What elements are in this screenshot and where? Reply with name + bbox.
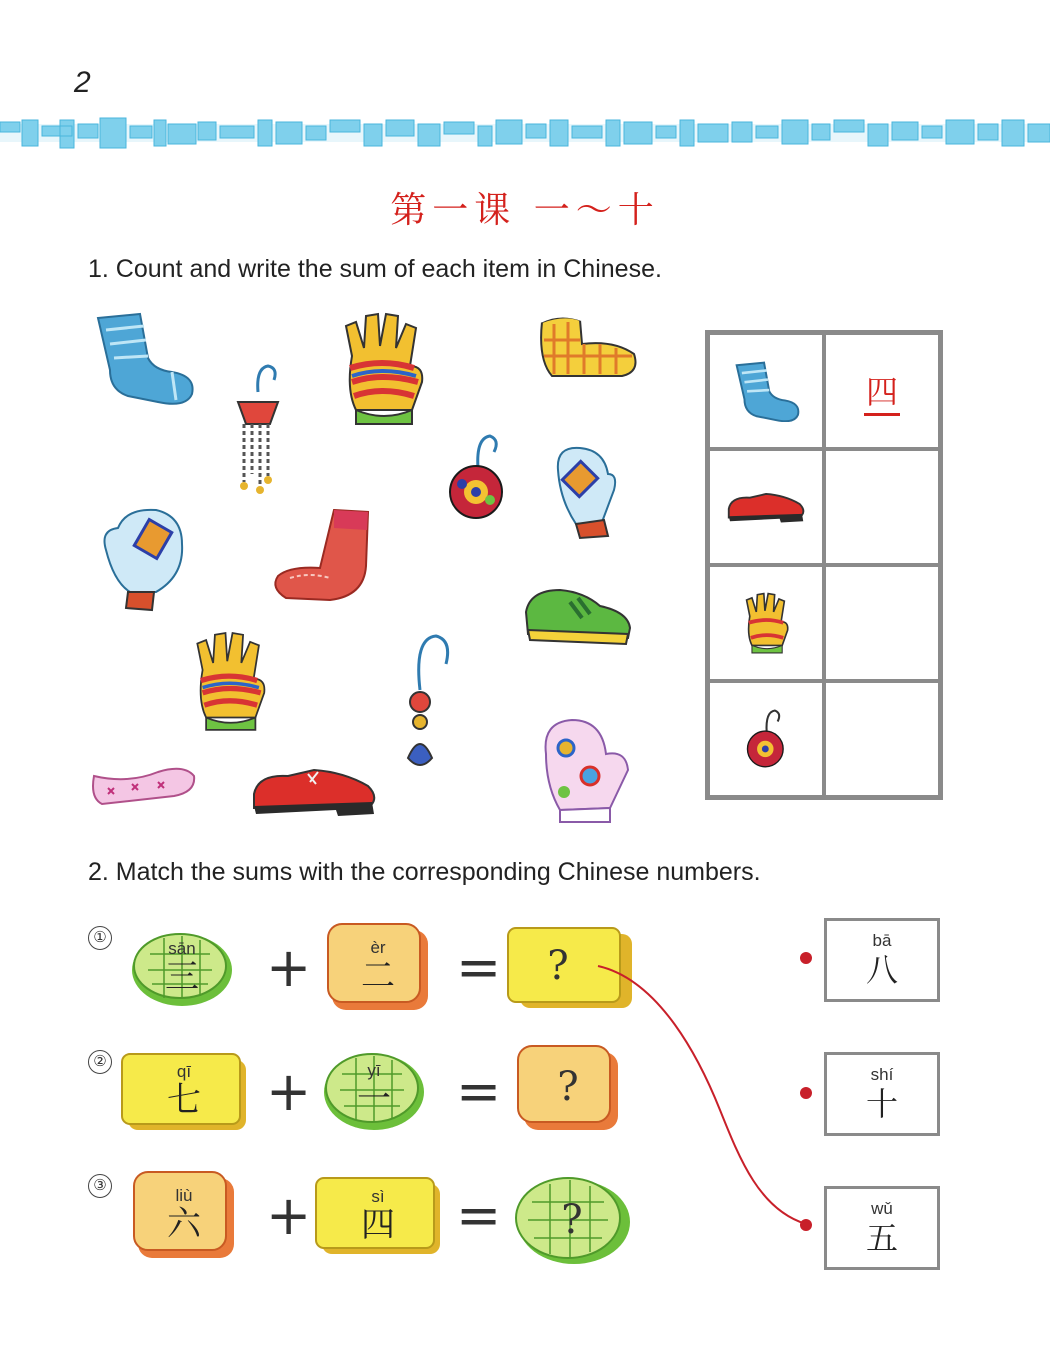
green-tile [322, 1048, 426, 1132]
plaid-boot-icon [534, 310, 644, 382]
lesson-title: 第一课 一～十 [390, 190, 660, 231]
yellow-tile[interactable] [506, 926, 610, 1006]
exercise2-instruction: 2. Match the sums with the corresponding Chinese numbers. [88, 858, 761, 886]
plus-sign: + [266, 1060, 312, 1123]
red-shoe-icon [725, 489, 807, 525]
pink-sock-icon [88, 758, 198, 810]
plus-sign: + [266, 1184, 312, 1247]
tassel-ornament-icon [390, 630, 460, 780]
answer-cell-ornament[interactable] [824, 681, 940, 797]
plus-sign: + [266, 936, 312, 999]
pinyin: shí [870, 1065, 894, 1084]
ball-ornament-icon [442, 430, 512, 525]
exercise1-instruction: 1. Count and write the sum of each item in Chinese. [88, 255, 662, 283]
answer-cell-glove[interactable] [824, 565, 940, 681]
choice-box[interactable] [824, 918, 940, 1002]
equals-sign: = [456, 1184, 502, 1247]
yellow-tile [314, 1176, 442, 1256]
pinyin: sān [168, 939, 196, 958]
answer-text: 四 [864, 367, 900, 416]
green-tile[interactable] [512, 1174, 632, 1266]
hanzi: 六 [167, 1204, 201, 1244]
glove-icon [332, 306, 432, 431]
hanzi: 四 [361, 1205, 395, 1245]
question-number: ① [88, 926, 112, 950]
table-icon-cell [708, 333, 824, 449]
count-table [705, 330, 943, 800]
ball-ornament-icon [742, 706, 790, 772]
result-placeholder: ? [561, 1197, 583, 1243]
pinyin: qī [176, 1062, 192, 1081]
orange-tile[interactable] [516, 1044, 620, 1130]
equals-sign: = [456, 1060, 502, 1123]
match-dot[interactable] [800, 952, 812, 964]
pinyin: wǔ [871, 1199, 893, 1218]
match-dot[interactable] [800, 1219, 812, 1231]
red-shoe-icon [248, 762, 380, 820]
hanzi: 一 [357, 1079, 391, 1119]
pinyin: yī [367, 1061, 381, 1080]
hanzi: 三 [165, 957, 199, 997]
choice-box[interactable] [824, 1186, 940, 1270]
result-placeholder: ? [547, 943, 569, 989]
decorative-border-strip [0, 112, 1050, 156]
answer-cell-sock[interactable] [824, 333, 940, 449]
match-dot[interactable] [800, 1087, 812, 1099]
table-icon-cell [708, 449, 824, 565]
hanzi: 二 [361, 956, 395, 996]
pink-mitten-icon [536, 714, 636, 826]
result-placeholder: ? [557, 1064, 579, 1110]
blue-mitten-icon [546, 440, 626, 540]
question-number: ③ [88, 1174, 112, 1198]
green-tile [130, 928, 234, 1008]
hanzi: 十 [865, 1085, 898, 1123]
blue-sock-icon [730, 360, 802, 422]
table-icon-cell [708, 681, 824, 797]
glove-icon [184, 626, 274, 736]
pinyin: bā [872, 931, 892, 950]
table-icon-cell [708, 565, 824, 681]
hanzi: 七 [167, 1080, 201, 1120]
choice-box[interactable] [824, 1052, 940, 1136]
page-number: 2 [74, 66, 91, 99]
pinyin: èr [370, 938, 386, 957]
answer-cell-shoe[interactable] [824, 449, 940, 565]
yellow-tile [120, 1052, 248, 1130]
glove-icon [739, 589, 793, 657]
question-number: ② [88, 1050, 112, 1074]
red-sock-icon [270, 506, 380, 606]
hanzi: 八 [865, 951, 898, 989]
orange-tile [132, 1170, 236, 1260]
ornament-icon [220, 362, 290, 502]
pinyin: sì [371, 1187, 385, 1206]
hanzi: 五 [865, 1219, 898, 1257]
orange-tile [326, 922, 430, 1012]
equals-sign: = [456, 936, 502, 999]
blue-mitten-icon [96, 500, 192, 612]
items-scatter-area [80, 300, 660, 830]
blue-sock-icon [88, 310, 198, 405]
green-sneaker-icon [520, 582, 636, 646]
pinyin: liù [175, 1186, 193, 1205]
